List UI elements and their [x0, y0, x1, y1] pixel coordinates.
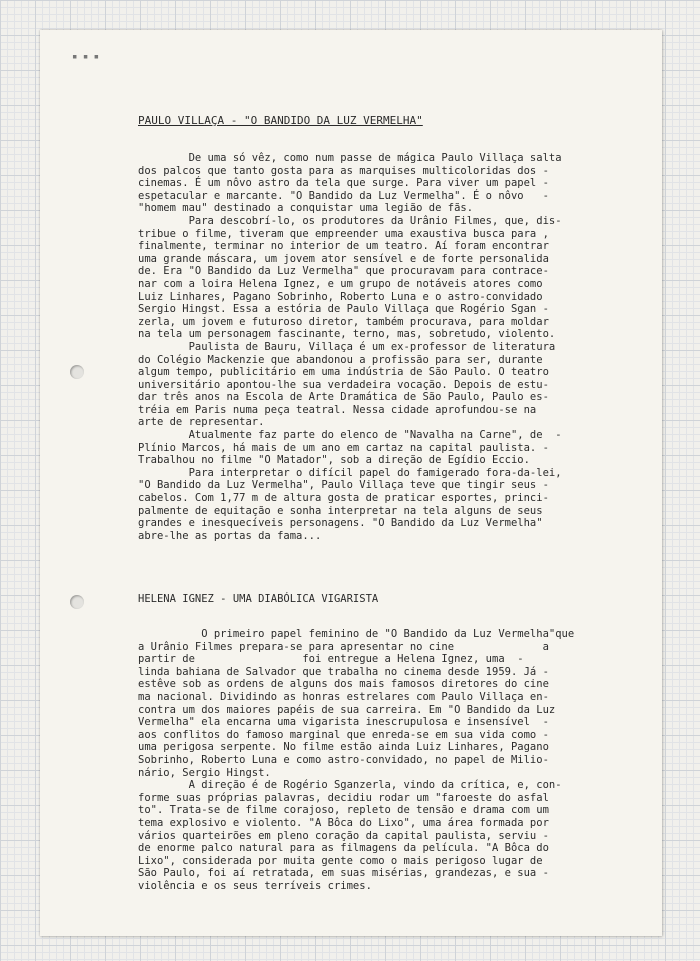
text-line: linda bahiana de Salvador que trabalha no cinema desde 1959. Já -: [138, 665, 549, 678]
punch-hole-bottom: [70, 595, 84, 609]
text-line: violência e os seus terríveis crimes.: [138, 879, 372, 892]
text-line: Para descobrí-lo, os produtores da Urânio Filmes, que, dis-: [138, 214, 562, 227]
punch-hole-top: [70, 365, 84, 379]
section-heading-paulo-villaca: PAULO VILLAÇA - "O BANDIDO DA LUZ VERMELHA": [138, 114, 423, 127]
document-page: [40, 30, 662, 936]
text-line: Lixo", considerada por muita gente como o mais perigoso lugar de: [138, 854, 543, 867]
text-line: espetacular e marcante. "O Bandido da Luz Vermelha". É o nôvo -: [138, 189, 549, 202]
text-line: cinemas. É um nôvo astro da tela que surge. Para viver um papel -: [138, 177, 549, 190]
text-line: a Urânio Filmes prepara-se para apresentar no cine a: [138, 640, 549, 653]
text-line: partir de foi entregue a Helena Ignez, uma -: [138, 653, 524, 666]
text-line: "O Bandido da Luz Vermelha", Paulo Villaça teve que tingir seus -: [138, 479, 549, 492]
text-line: Luiz Linhares, Pagano Sobrinho, Roberto Luna e o astro-convidado: [138, 290, 543, 303]
text-line: palmente de equitação e sonha interpretar na tela alguns de seus: [138, 504, 543, 517]
text-line: uma grande máscara, um jovem ator sensível e de forte personalida: [138, 252, 549, 265]
text-line: nar com a loira Helena Ignez, e um grupo de notáveis atores como: [138, 277, 543, 290]
text-line: Paulista de Bauru, Villaça é um ex-professor de literatura: [138, 340, 556, 353]
text-line: algum tempo, publicitário em uma indústria de São Paulo. O teatro: [138, 366, 549, 379]
text-line: do Colégio Mackenzie que abandonou a profissão para ser, durante: [138, 353, 543, 366]
text-line: na tela um personagem fascinante, terno, mas, sobretudo, violento.: [138, 328, 556, 341]
text-line: estêve sob as ordens de alguns dos mais famosos diretores do cine: [138, 678, 549, 691]
text-line: tema explosivo e violento. "A Bôca do Lixo", uma área formada por: [138, 816, 549, 829]
section-body-paulo-villaca: [138, 152, 668, 542]
section-heading-helena-ignez: HELENA IGNEZ - UMA DIABÓLICA VIGARISTA: [138, 593, 379, 605]
text-line: De uma só vêz, como num passe de mágica Paulo Villaça salta: [138, 152, 562, 164]
text-line: de enorme palco natural para as filmagens da película. "A Bôca do: [138, 842, 549, 855]
text-line: ma nacional. Dividindo as honras estrelares com Paulo Villaça en-: [138, 690, 549, 703]
text-line: A direção é de Rogério Sganzerla, vindo da crítica, e, con-: [138, 779, 562, 792]
text-line: Para interpretar o difícil papel do famigerado fora-da-lei,: [138, 466, 562, 479]
text-line: São Paulo, foi aí retratada, em suas misérias, grandezas, e sua -: [138, 867, 549, 880]
text-line: O primeiro papel feminino de "O Bandido da Luz Vermelha"que: [138, 628, 575, 640]
text-line: Atualmente faz parte do elenco de "Navalha na Carne", de -: [138, 429, 562, 442]
text-line: tréia em Paris numa peça teatral. Nessa cidade aprofundou-se na: [138, 403, 537, 416]
text-line: "homem mau" destinado a conquistar uma legião de fãs.: [138, 202, 474, 215]
text-line: contra um dos maiores papéis de sua carreira. Em "O Bandido da Luz: [138, 703, 556, 716]
text-line: Trabalhou no filme "O Matador", sob a direção de Egídio Eccio.: [138, 454, 530, 467]
text-line: to". Trata-se de filme corajoso, repleto de tensão e drama com um: [138, 804, 549, 817]
text-line: Sergio Hingst. Essa a estória de Paulo Villaça que Rogério Sgan -: [138, 303, 549, 316]
text-line: nário, Sergio Hingst.: [138, 766, 271, 779]
text-line: zerla, um jovem e futuroso diretor, também procurava, para moldar: [138, 315, 549, 328]
text-line: Vermelha" ela encarna uma vigarista inescrupulosa e insensível -: [138, 716, 549, 729]
text-line: cabelos. Com 1,77 m de altura gosta de praticar esportes, princi-: [138, 492, 549, 505]
text-line: arte de representar.: [138, 416, 265, 429]
text-line: uma perigosa serpente. No filme estão ainda Luiz Linhares, Pagano: [138, 741, 549, 754]
text-line: abre-lhe as portas da fama...: [138, 529, 322, 542]
text-line: dar três anos na Escola de Arte Dramática de São Paulo, Paulo es-: [138, 391, 549, 404]
text-line: de. Era "O Bandido da Luz Vermelha" que procuravam para contrace-: [138, 265, 549, 278]
text-line: universitário apontou-lhe sua verdadeira vocação. Depois de estu-: [138, 378, 549, 391]
text-line: Sobrinho, Roberto Luna e como astro-convidado, no papel de Milio-: [138, 753, 549, 766]
text-line: vários quarteirões em pleno coração da capital paulista, serviu -: [138, 829, 549, 842]
text-line: Plínio Marcos, há mais de um ano em cartaz na capital paulista. -: [138, 441, 549, 454]
text-line: forme suas próprias palavras, decidiu rodar um "faroeste do asfal: [138, 791, 549, 804]
text-line: aos conflitos do famoso marginal que enreda-se em sua vida como -: [138, 728, 549, 741]
section-body-helena-ignez: [138, 628, 668, 892]
margin-marks: ▪ ▪ ▪: [72, 52, 100, 62]
text-line: dos palcos que tanto gosta para as marquises multicoloridas dos -: [138, 164, 549, 177]
text-line: finalmente, terminar no interior de um teatro. Aí foram encontrar: [138, 240, 549, 253]
text-line: tribue o filme, tiveram que empreender uma exaustiva busca para ,: [138, 227, 549, 240]
text-line: grandes e inesquecíveis personagens. "O Bandido da Luz Vermelha": [138, 517, 543, 530]
